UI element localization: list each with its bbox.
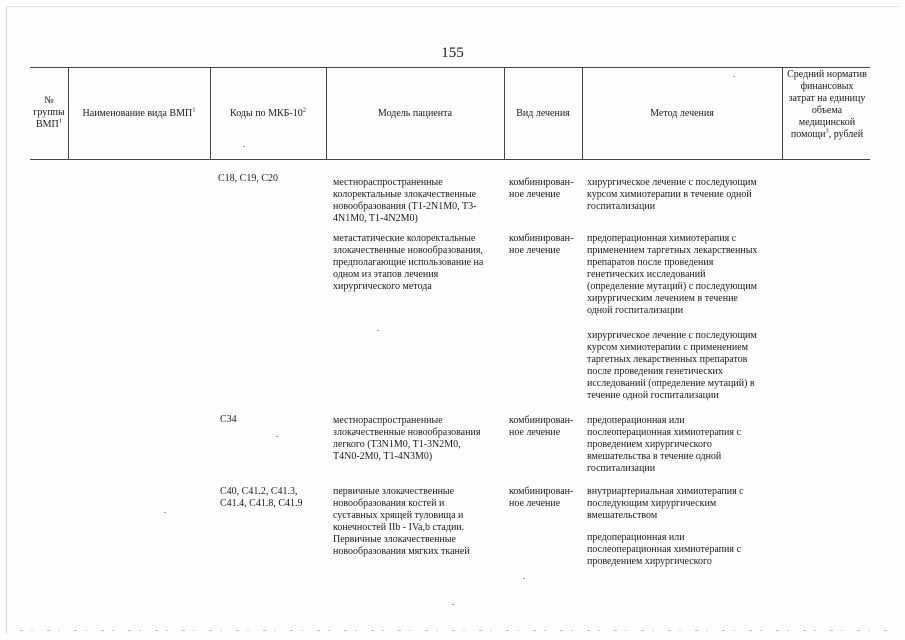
column-divider — [326, 67, 327, 159]
table-header-rule — [30, 159, 870, 160]
column-divider — [782, 67, 783, 159]
scan-speck — [377, 330, 379, 331]
row-treatment-type: комбинирован- ное лечение — [509, 415, 574, 438]
header-average-cost-suffix: , рублей — [828, 129, 864, 140]
header-treatment-method — [584, 108, 780, 120]
column-divider — [582, 67, 583, 159]
column-divider — [68, 67, 69, 159]
header-group-number — [30, 95, 68, 131]
row-treatment-type: комбинирован- ное лечение — [509, 486, 574, 509]
row-treatment-method: предоперационная или послеоперационная химиотерапия с проведением хирургического вмешательства в течение одной госпитализации — [587, 415, 741, 474]
header-average-cost-text: Средний норматив финансовых затрат на единицу объема медицинской помощи — [787, 69, 867, 140]
scan-speck — [243, 146, 245, 147]
header-icd-codes-text: Коды по МКБ-10 — [230, 108, 303, 119]
header-icd-codes — [212, 108, 324, 120]
row-treatment-method: предоперационная химиотерапия с применением таргетных лекарственных препаратов после проведения генетических исследований (определение мутаций) с последующим хирургическим лечением в течение одной госпитализации — [587, 233, 758, 316]
row-icd-codes: C34 — [220, 414, 237, 425]
row-patient-model: местнораспространенные злокачественные новообразования легкого (T3N1M0, T1-3N2M0, T4N0-2M0, T1-4N3M0) — [333, 415, 481, 462]
row-treatment-method: хирургическое лечение с последующим курсом химиотерапии в течение одной госпитализации — [587, 177, 757, 212]
row-treatment-method: внутриартериальная химиотерапия с последующим хирургическим вмешательством — [587, 486, 744, 521]
row-icd-codes: C18, C19, C20 — [218, 173, 279, 184]
header-average-cost — [787, 69, 867, 141]
row-treatment-type: комбинирован- ное лечение — [509, 233, 574, 256]
header-treatment-type — [506, 108, 580, 120]
header-treatment-type-text: Вид лечения — [516, 108, 570, 119]
scan-noise — [20, 630, 890, 631]
scan-speck — [452, 604, 454, 605]
row-treatment-method: предоперационная или послеоперационная химиотерапия с проведением хирургического — [587, 532, 741, 567]
row-icd-codes: C40, C41.2, C41.3, C41.4, C41.8, C41.9 — [220, 486, 303, 509]
row-patient-model: местнораспространенные колоректальные злокачественные новообразования (T1-2N1M0, T3- 4N1M0, T1-4N2M0) — [333, 177, 477, 224]
scan-speck — [733, 76, 735, 77]
scan-speck — [276, 436, 278, 437]
footnote-mark: 1 — [58, 117, 63, 125]
header-vmp-name-text: Наименование вида ВМП — [82, 108, 193, 119]
row-treatment-method: хирургическое лечение с последующим курсом химиотерапии с применением таргетных лекарственных препаратов после проведения генетических исследований (определение мутаций) в течение одной госпитализации — [587, 330, 757, 401]
row-treatment-type: комбинирован- ное лечение — [509, 177, 574, 200]
footnote-mark: 1 — [192, 106, 196, 114]
footnote-mark: 3 — [825, 127, 829, 135]
table-top-rule — [30, 67, 870, 68]
scan-speck — [523, 578, 525, 579]
page-number: 155 — [441, 45, 464, 61]
column-divider — [504, 67, 505, 159]
header-group-number-text: № группы ВМП — [33, 95, 65, 130]
header-patient-model-text: Модель пациента — [377, 108, 453, 119]
column-divider — [210, 67, 211, 159]
header-patient-model — [328, 108, 502, 120]
header-vmp-name — [70, 108, 208, 120]
footnote-mark: 2 — [302, 106, 306, 114]
row-patient-model: первичные злокачественные новообразования костей и суставных хрящей туловища и конечностей IIb - IVa,b стадии. Первичные злокачественные новообразования мягких тканей — [333, 486, 470, 557]
row-patient-model: метастатические колоректальные злокачественные новообразования, предполагающие использование на одном из этапов лечения хирургического метода — [333, 233, 484, 292]
header-treatment-method-text: Метод лечения — [650, 108, 714, 119]
scan-speck — [164, 512, 166, 513]
